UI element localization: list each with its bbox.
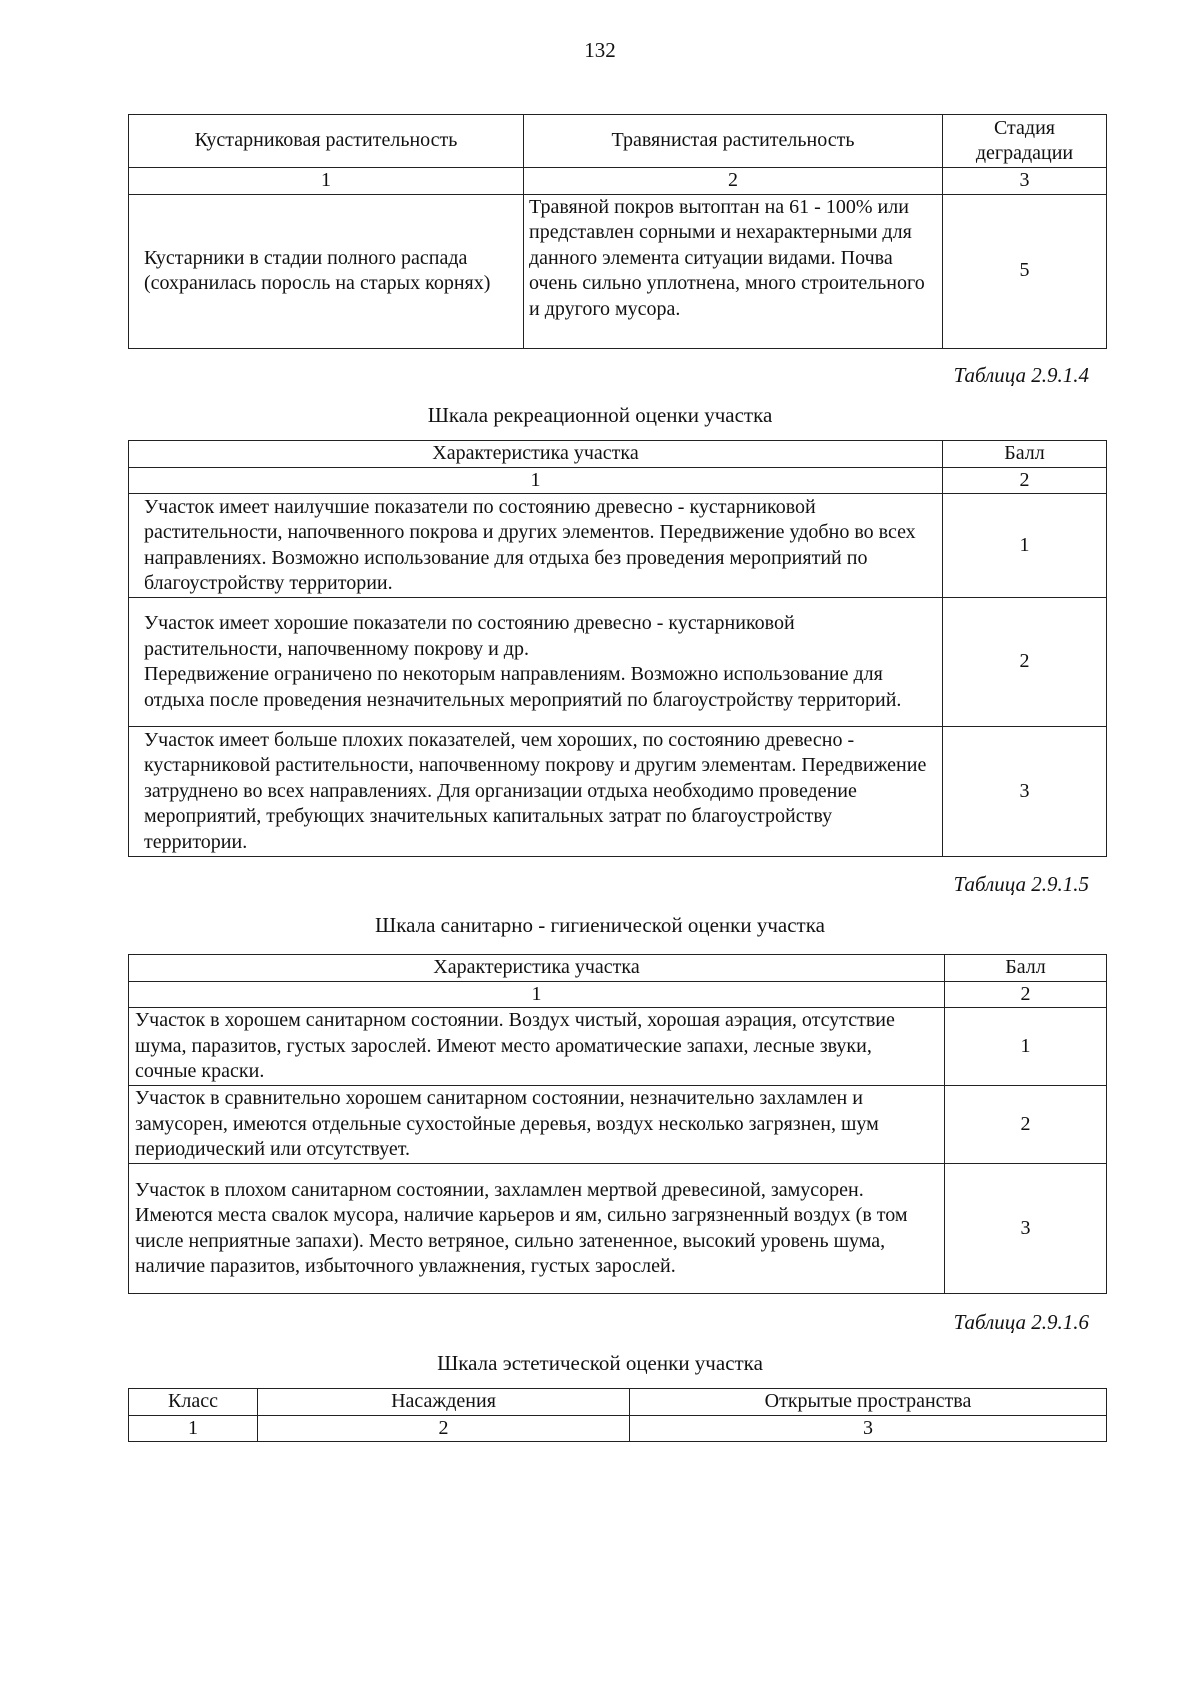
table-header: Открытые пространства xyxy=(630,1389,1107,1416)
column-number: 1 xyxy=(129,1415,258,1442)
table-title: Шкала рекреационной оценки участка xyxy=(427,403,773,427)
score-cell: 1 xyxy=(945,1008,1107,1086)
score-cell: 2 xyxy=(943,598,1107,727)
table-caption: Таблица 2.9.1.6 xyxy=(953,1310,1089,1334)
table-row xyxy=(129,598,1107,727)
table-header: Балл xyxy=(945,955,1107,982)
score-cell: 3 xyxy=(943,727,1107,857)
column-number: 3 xyxy=(943,168,1107,195)
table-header: Характеристика участка xyxy=(129,955,945,982)
table-row xyxy=(129,1164,1107,1294)
score-cell: 2 xyxy=(945,1086,1107,1164)
grass-cell: Травяной покров вытоптан на 61 - 100% или представлен сорными и нехарактерными для данного элемента ситуации видами. Почва очень сильно уплотнена, много строительного и другого мусора. xyxy=(524,194,943,348)
table-header: Насаждения xyxy=(258,1389,630,1416)
table-row xyxy=(129,1008,1107,1086)
characteristic-cell: Участок в плохом санитарном состоянии, захламлен мертвой древесиной, замусорен. Имеются места свалок мусора, наличие карьеров и ям, сильно загрязненный воздух (в том числе неприятные запахи). Место ветряное, сильно затененное, высокий уровень шума, наличие паразитов, избыточного увлажнения, густых зарослей. xyxy=(129,1164,945,1294)
table-header: Класс xyxy=(129,1389,258,1416)
table-header: Кустарниковая растительность xyxy=(129,115,524,168)
table-header: Характеристика участка xyxy=(129,441,943,468)
recreation-score-table xyxy=(128,440,1107,857)
table-row xyxy=(129,494,1107,598)
column-number: 1 xyxy=(129,168,524,195)
table-row xyxy=(129,727,1107,857)
column-number: 2 xyxy=(945,981,1107,1008)
characteristic-cell: Участок имеет больше плохих показателей, чем хороших, по состоянию древесно - кустарниковой растительности, напочвенному покрову и другим элементам. Передвижение затруднено во всех направлениях. Для организации отдыха необходимо проведение мероприятий, требующих значительных капитальных затрат по благоустройству территории. xyxy=(129,727,943,857)
table-header: Балл xyxy=(943,441,1107,468)
table-header: Травянистая растительность xyxy=(524,115,943,168)
table-caption: Таблица 2.9.1.5 xyxy=(953,872,1089,896)
column-number: 2 xyxy=(943,467,1107,494)
sanitary-score-table xyxy=(128,954,1107,1294)
column-number: 2 xyxy=(258,1415,630,1442)
table-title: Шкала эстетической оценки участка xyxy=(437,1351,763,1375)
page-number: 132 xyxy=(584,38,616,62)
characteristic-cell: Участок в сравнительно хорошем санитарном состоянии, незначительно захламлен и замусорен, имеются отдельные сухостойные деревья, воздух несколько загрязнен, шум периодический или отсутствует. xyxy=(129,1086,945,1164)
stage-cell: 5 xyxy=(943,194,1107,348)
characteristic-cell: Участок имеет наилучшие показатели по состоянию древесно - кустарниковой растительности, напочвенного покрова и других элементов. Передвижение удобно во всех направлениях. Возможно использование для отдыха без проведения мероприятий по благоустройству территории. xyxy=(129,494,943,598)
column-number: 3 xyxy=(630,1415,1107,1442)
column-number: 2 xyxy=(524,168,943,195)
characteristic-cell: Участок имеет хорошие показатели по состоянию древесно - кустарниковой растительности, напочвенному покрову и др. Передвижение ограничено по некоторым направлениям. Возможно использование для отдыха после проведения незначительных мероприятий по благоустройству территорий. xyxy=(129,598,943,727)
table-row xyxy=(129,194,1107,348)
score-cell: 1 xyxy=(943,494,1107,598)
aesthetic-score-table xyxy=(128,1388,1107,1442)
table-header: Стадия деградации xyxy=(943,115,1107,168)
column-number: 1 xyxy=(129,981,945,1008)
table-title: Шкала санитарно - гигиенической оценки участка xyxy=(375,913,825,937)
column-number: 1 xyxy=(129,467,943,494)
table-caption: Таблица 2.9.1.4 xyxy=(953,363,1089,387)
score-cell: 3 xyxy=(945,1164,1107,1294)
degradation-stage-table xyxy=(128,114,1107,349)
characteristic-cell: Участок в хорошем санитарном состоянии. Воздух чистый, хорошая аэрация, отсутствие шума, паразитов, густых зарослей. Имеют место ароматические запахи, лесные звуки, сочные краски. xyxy=(129,1008,945,1086)
table-row xyxy=(129,1086,1107,1164)
shrub-cell: Кустарники в стадии полного распада (сохранилась поросль на старых корнях) xyxy=(129,194,524,348)
